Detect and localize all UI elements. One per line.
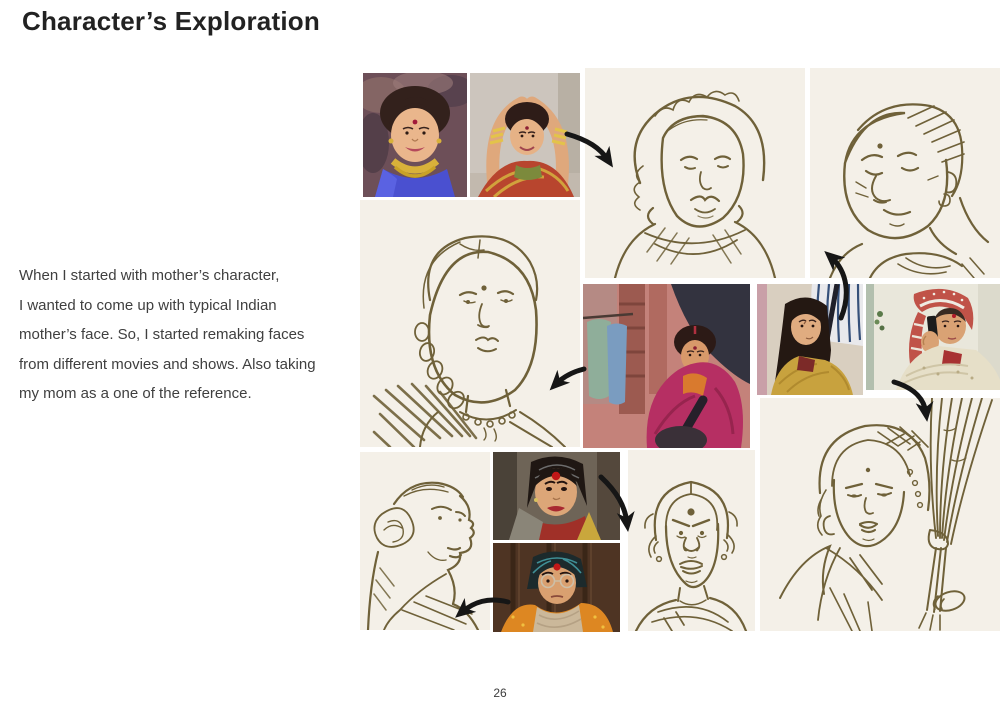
intro-line: mother’s face. So, I started remaking faces (19, 326, 305, 343)
page-number: 26 (493, 686, 507, 700)
sketch-headscarf-holding-broom (760, 398, 1000, 631)
sketch-drawing (810, 68, 1000, 278)
intro-paragraph (19, 268, 349, 416)
sketch-round-face-scarf (585, 68, 805, 278)
photo-illustration (757, 284, 863, 395)
photo-illustration (363, 73, 467, 197)
photo-illustration (493, 543, 620, 632)
sketch-drawing (628, 450, 755, 631)
sketch-smiling-tilted-head (810, 68, 1000, 278)
photo-illustration (470, 73, 580, 197)
photo-mother-headscarf-on-phone (866, 284, 1000, 390)
photo-illustration (583, 284, 750, 448)
sketch-large-face-braid (360, 200, 580, 447)
photo-mother-smiling-blue-sari (363, 73, 467, 197)
sketch-drawing (585, 68, 805, 278)
intro-line: from different movies and shows. Also taking (19, 355, 316, 373)
photo-illustration (866, 284, 1000, 390)
sketch-drawing (760, 398, 1000, 631)
sketch-stern-face-bindi (628, 450, 755, 631)
sketch-drawing (360, 200, 580, 447)
photo-mother-magenta-shawl (583, 284, 750, 448)
intro-line: I wanted to come up with typical Indian (19, 296, 277, 314)
photo-mother-large-bindi-grey-sari (493, 452, 620, 540)
page-title: Character’s Exploration (22, 6, 320, 36)
sketch-profile-stout (360, 452, 490, 630)
photo-mother-orange-sari-glasses (493, 543, 620, 632)
photo-mother-yellow-sari-worried (757, 284, 863, 395)
intro-line: When I started with mother’s character, (19, 267, 280, 284)
photo-illustration (493, 452, 620, 540)
sketch-drawing (360, 452, 490, 630)
intro-line: my mom as a one of the reference. (19, 385, 252, 402)
photo-mother-hands-on-head (470, 73, 580, 197)
